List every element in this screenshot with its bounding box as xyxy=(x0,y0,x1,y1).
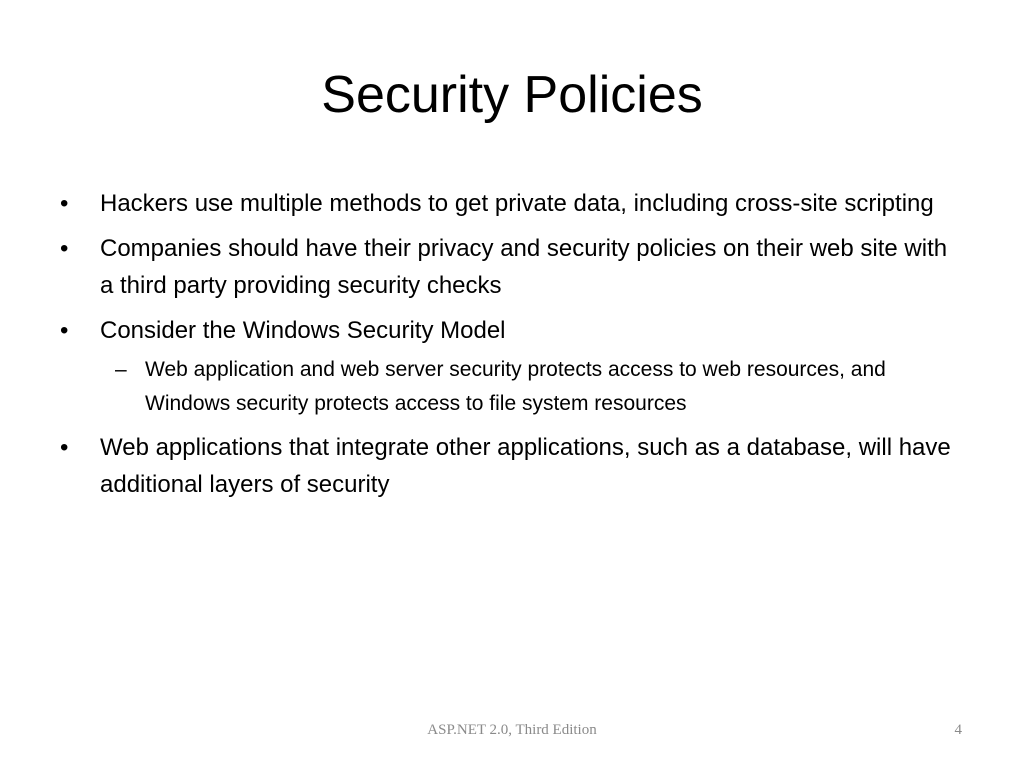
bullet-item xyxy=(60,312,960,421)
sub-bullet-item xyxy=(100,353,960,421)
bullet-marker: • xyxy=(60,235,69,262)
bullet-marker: • xyxy=(60,434,69,461)
footer-text: ASP.NET 2.0, Third Edition xyxy=(427,722,597,738)
bullet-list xyxy=(60,185,960,511)
bullet-text: Companies should have their privacy and security policies on their web site with a third party providing security checks xyxy=(100,235,948,299)
bullet-text: Web applications that integrate other applications, such as a database, will have additional layers of security xyxy=(100,434,951,498)
bullet-marker: • xyxy=(60,190,69,217)
bullet-text: Hackers use multiple methods to get private data, including cross-site scripting xyxy=(100,190,934,217)
page-number: 4 xyxy=(954,722,962,738)
sub-bullet-list xyxy=(100,353,960,421)
slide-title: Security Policies xyxy=(321,66,703,124)
bullet-marker: • xyxy=(60,317,69,344)
bullet-item xyxy=(60,230,960,304)
sub-bullet-text: Web application and web server security protects access to web resources, and Windows security protects access to file system resources xyxy=(145,358,886,415)
bullet-item xyxy=(60,429,960,503)
bullet-item xyxy=(60,185,960,222)
bullet-text: Consider the Windows Security Model xyxy=(100,317,506,344)
sub-bullet-marker: – xyxy=(115,358,127,381)
